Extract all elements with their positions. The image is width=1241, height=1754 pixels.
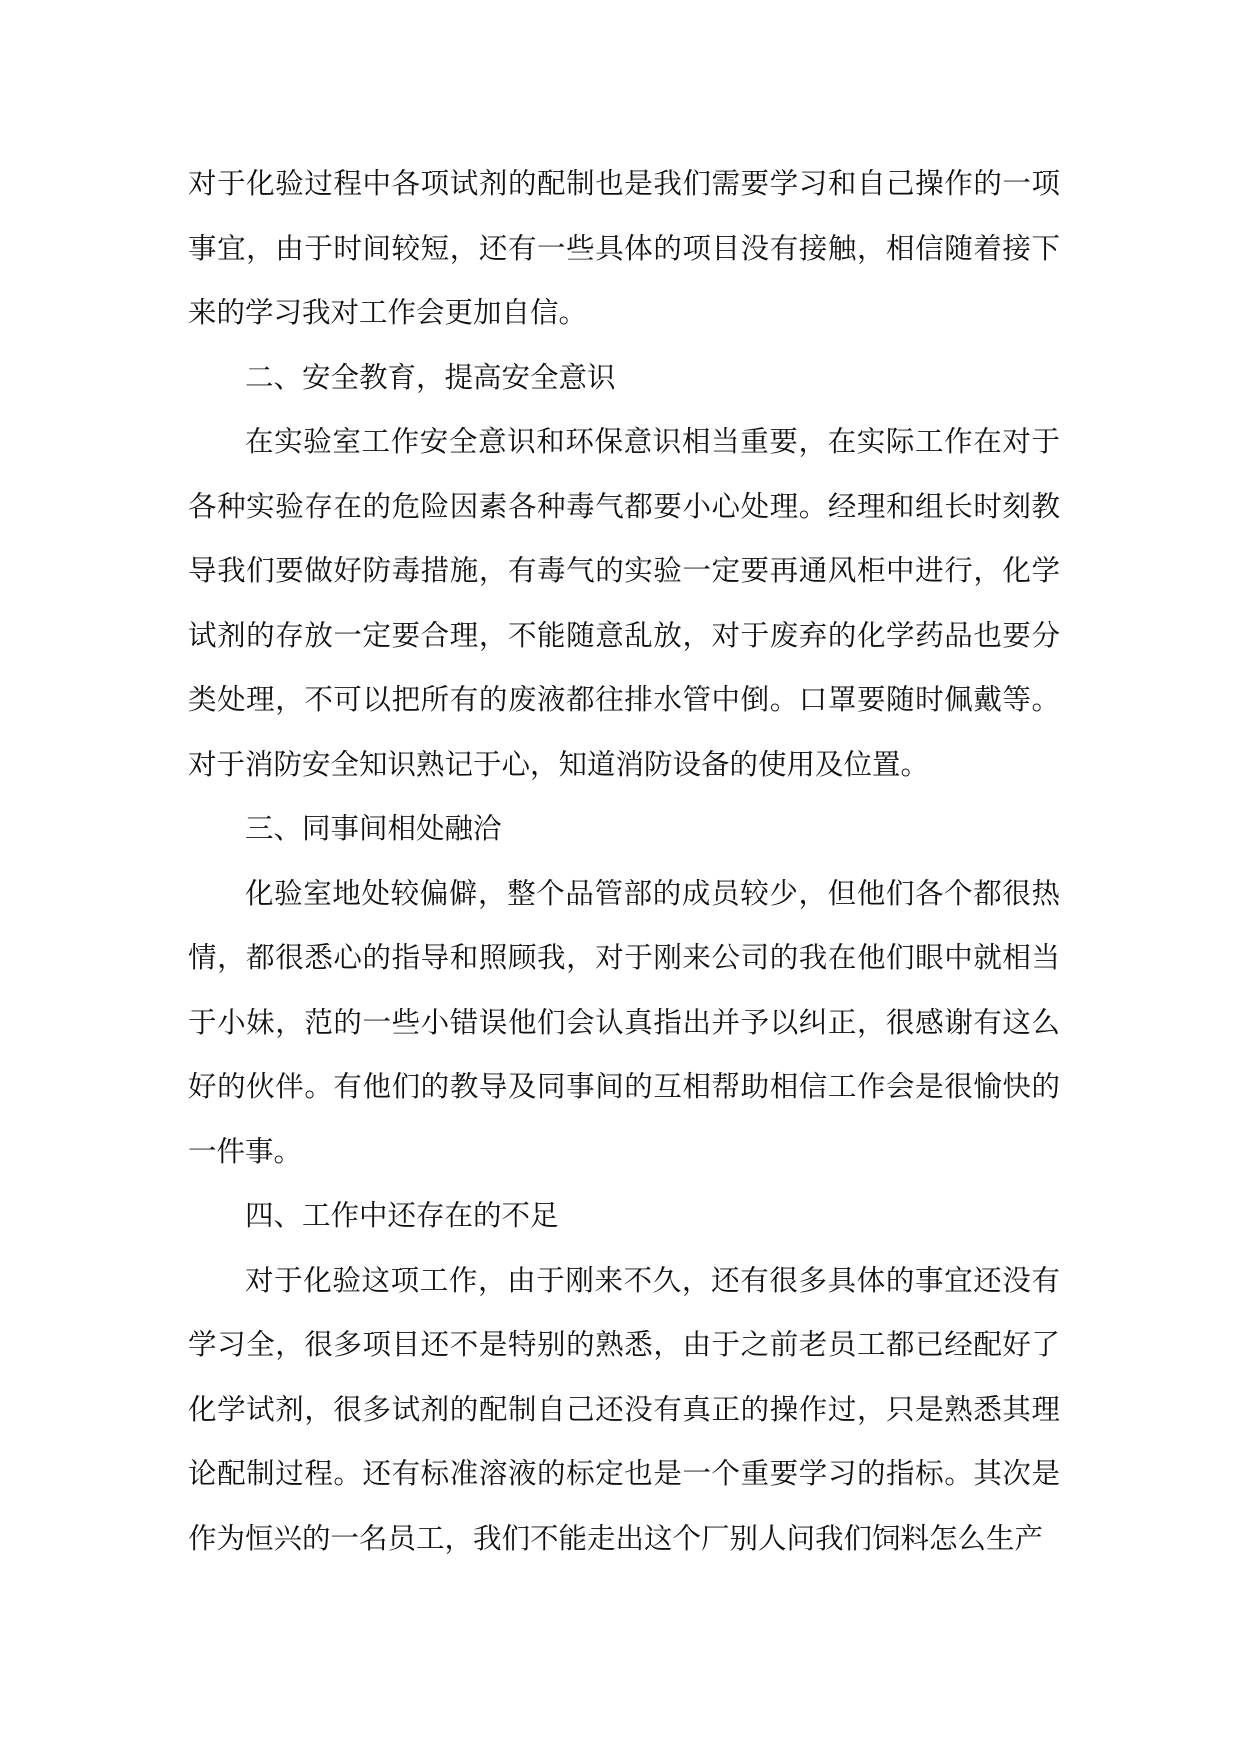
- paragraph-reagent-preparation: 对于化验过程中各项试剂的配制也是我们需要学习和自己操作的一项事宜，由于时间较短，还有一些具体的项目没有接触，相信随着接下来的学习我对工作会更加自信。: [188, 167, 1060, 329]
- heading-safety-education: 二、安全教育，提高安全意识: [245, 360, 616, 394]
- paragraph-safety-awareness: 在实验室工作安全意识和环保意识相当重要，在实际工作在对于各种实验存在的危险因素各种毒气都要小心处理。经理和组长时刻教导我们要做好防毒措施，有毒气的实验一定要再通风柜中进行，化学试剂的存放一定要合理，不能随意乱放，对于废弃的化学药品也要分类处理，不可以把所有的废液都往排水管中倒。口罩要随时佩戴等。对于消防安全知识熟记于心，知道消防设备的使用及位置。: [188, 425, 1060, 781]
- paragraph-colleagues: 化验室地处较偏僻，整个品管部的成员较少，但他们各个都很热情，都很悉心的指导和照顾我，对于刚来公司的我在他们眼中就相当于小妹，范的一些小错误他们会认真指出并予以纠正，很感谢有这么好的伙伴。有他们的教导及同事间的互相帮助相信工作会是很愉快的一件事。: [188, 876, 1060, 1168]
- heading-shortcomings: 四、工作中还存在的不足: [245, 1199, 559, 1232]
- document-page: [188, 152, 1060, 1571]
- heading-colleague-relations: 三、同事间相处融洽: [245, 812, 502, 845]
- paragraph-shortcomings: 对于化验这项工作，由于刚来不久，还有很多具体的事宜还没有学习全，很多项目还不是特别的熟悉，由于之前老员工都已经配好了化学试剂，很多试剂的配制自己还没有真正的操作过，只是熟悉其理论配制过程。还有标准溶液的标定也是一个重要学习的指标。其次是作为恒兴的一名员工，我们不能走出这个厂别人问我们饲料怎么生产: [188, 1263, 1060, 1555]
